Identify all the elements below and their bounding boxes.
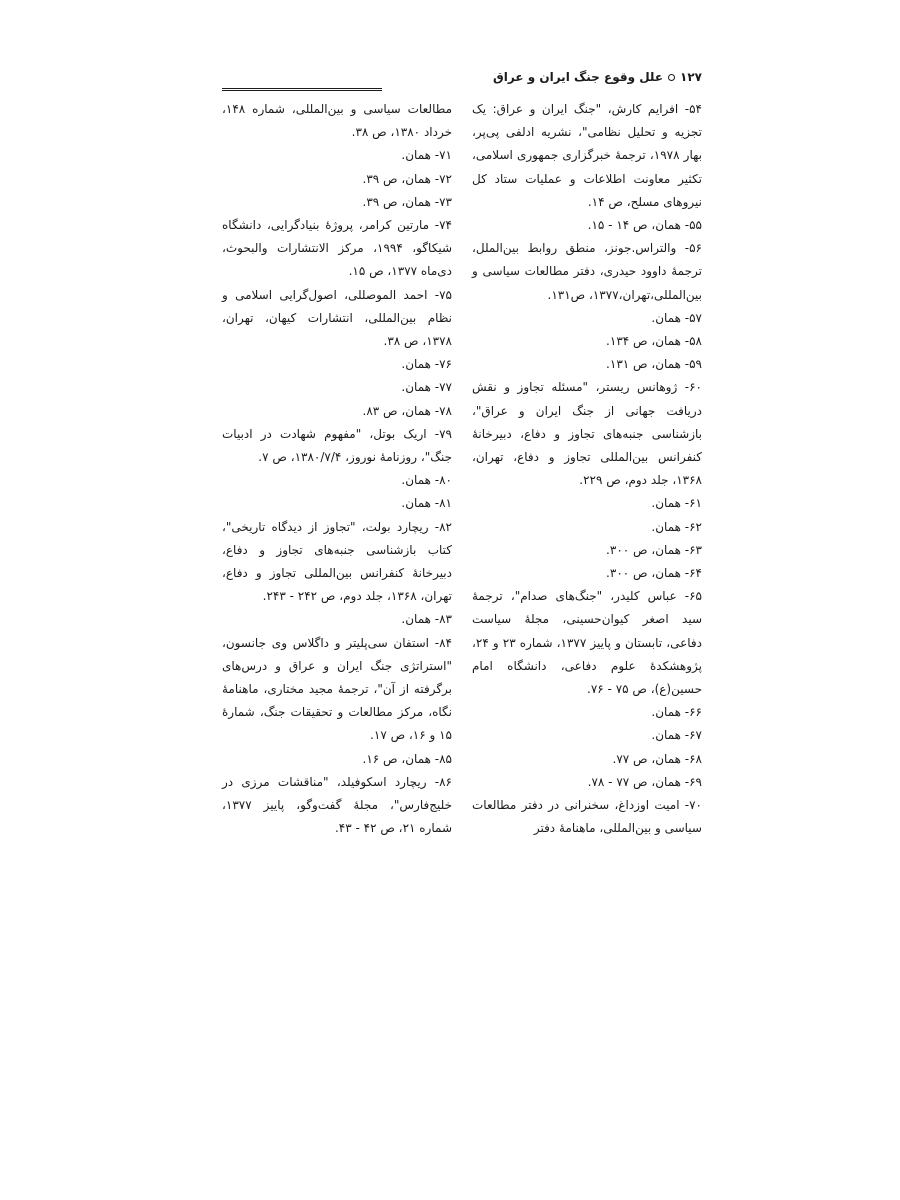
endnote-70: ۷۰- امیت اوزداغ، سخنرانی در دفتر مطالعات سیاسی و بین‌المللی، ماهنامهٔ دفتر xyxy=(472,798,702,836)
endnote-55: ۵۵- همان، ص ۱۴ - ۱۵. xyxy=(587,218,702,233)
endnote-85: ۸۵- همان، ص ۱۶. xyxy=(362,751,452,766)
endnote-76: ۷۶- همان. xyxy=(401,357,452,372)
endnote-67: ۶۷- همان. xyxy=(651,728,702,743)
endnote-61: ۶۱- همان. xyxy=(651,496,702,511)
endnote-72: ۷۲- همان، ص ۳۹. xyxy=(362,171,452,186)
notes-column-left xyxy=(222,98,452,841)
endnote-57: ۵۷- همان. xyxy=(651,310,702,325)
endnote-86: ۸۶- ریچارد اسکوفیلد، "مناقشات مرزی در خلیج‌فارس"، مجلهٔ گفت‌وگو، پاییز ۱۳۷۷، شماره ۲۱، ص ۴۲ - ۴۳. xyxy=(222,774,452,836)
endnote-66: ۶۶- همان. xyxy=(651,705,702,720)
endnote-60: ۶۰- ژوهانس ریستر، "مسئله تجاوز و نقش دریافت جهانی از جنگ ایران و عراق"، بازشناسی جنبه‌های تجاوز و دفاع، دبیرخانهٔ کنفرانس بین‌المللی تجاوز و دفاع، تهران، ۱۳۶۸، جلد دوم، ص ۲۲۹. xyxy=(472,380,702,488)
endnote-63: ۶۳- همان، ص ۳۰۰. xyxy=(606,542,702,557)
endnote-82: ۸۲- ریچارد بولت، "تجاوز از دیدگاه تاریخی"، کتاب بازشناسی جنبه‌های تجاوز و دفاع، دبیرخانهٔ کنفرانس بین‌المللی تجاوز و دفاع، تهران، ۱۳۶۸، جلد دوم، ص ۲۴۲ - ۲۴۳. xyxy=(222,519,452,604)
endnote-80: ۸۰- همان. xyxy=(401,473,452,488)
header-double-rule xyxy=(222,88,382,91)
endnote-59: ۵۹- همان، ص ۱۳۱. xyxy=(606,357,702,372)
endnote-75: ۷۵- احمد الموصللی، اصول‌گرایی اسلامی و نظام بین‌المللی، انتشارات کیهان، تهران، ۱۳۷۸، ص ۳۸. xyxy=(222,287,452,349)
endnote-62: ۶۲- همان. xyxy=(651,519,702,534)
page-number: ۱۲۷ xyxy=(680,70,702,84)
endnote-70-continued: مطالعات سیاسی و بین‌المللی، شماره ۱۴۸، خرداد ۱۳۸۰، ص ۳۸. xyxy=(222,102,452,140)
notes-column-right xyxy=(472,98,702,841)
running-title xyxy=(493,68,702,86)
endnote-65: ۶۵- عباس کلیدر، "جنگ‌های صدام"، ترجمهٔ سید اصغر کیوان‌حسینی، مجلهٔ سیاست دفاعی، تابستان و پاییز ۱۳۷۷، شماره ۲۳ و ۲۴، پژوهشکدهٔ علوم دفاعی، دانشگاه امام حسین(ع)، ص ۷۵ - ۷۶. xyxy=(472,589,702,697)
endnote-71: ۷۱- همان. xyxy=(401,148,452,163)
endnote-54: ۵۴- افرایم کارش، "جنگ ایران و عراق: یک تجزیه و تحلیل نظامی"، نشریه ادلفی پی‌پر، بهار ۱۹۷۸، ترجمهٔ خبرگزاری جمهوری اسلامی، تکثیر معاونت اطلاعات و عملیات ستاد کل نیروهای مسلح، ص ۱۴. xyxy=(472,102,702,209)
article-title: علل وقوع جنگ ایران و عراق xyxy=(493,70,664,84)
endnote-58: ۵۸- همان، ص ۱۳۴. xyxy=(606,334,702,349)
endnote-77: ۷۷- همان. xyxy=(401,380,452,395)
endnote-73: ۷۳- همان، ص ۳۹. xyxy=(362,194,452,209)
endnote-79: ۷۹- اریک بوتل، "مفهوم شهادت در ادبیات جنگ"، روزنامهٔ نوروز، ۱۳۸۰/۷/۴، ص ۷. xyxy=(222,426,452,465)
endnote-74: ۷۴- مارتین کرامر، پروژهٔ بنیادگرایی، دانشگاه شیکاگو، ۱۹۹۴، مرکز الانتشارات والبحوث، دی‌ماه ۱۳۷۷، ص ۱۵. xyxy=(222,218,452,279)
endnote-68: ۶۸- همان، ص ۷۷. xyxy=(612,751,702,766)
endnote-69: ۶۹- همان، ص ۷۷ - ۷۸. xyxy=(587,774,702,789)
endnote-56: ۵۶- والتراس.جونز، منطق روابط بین‌الملل، ترجمهٔ داوود حیدری، دفتر مطالعات سیاسی و بین‌المللی،تهران،۱۳۷۷، ص۱۳۱. xyxy=(472,241,702,302)
endnote-78: ۷۸- همان، ص ۸۳. xyxy=(362,403,452,418)
endnote-81: ۸۱- همان. xyxy=(401,496,452,511)
circle-ornament-icon xyxy=(668,74,675,81)
endnote-64: ۶۴- همان، ص ۳۰۰. xyxy=(606,566,702,581)
endnote-84: ۸۴- استفان سی‌پلیتر و داگلاس وی جانسون، "استراتژی جنگ ایران و عراق و درس‌های برگرفته از آن"، ترجمهٔ مجید مختاری، ماهنامهٔ نگاه، مرکز مطالعات و تحقیقات جنگ، شمارهٔ ۱۵ و ۱۶، ص ۱۷. xyxy=(222,635,452,743)
endnote-83: ۸۳- همان. xyxy=(401,612,452,627)
running-header xyxy=(222,68,702,92)
